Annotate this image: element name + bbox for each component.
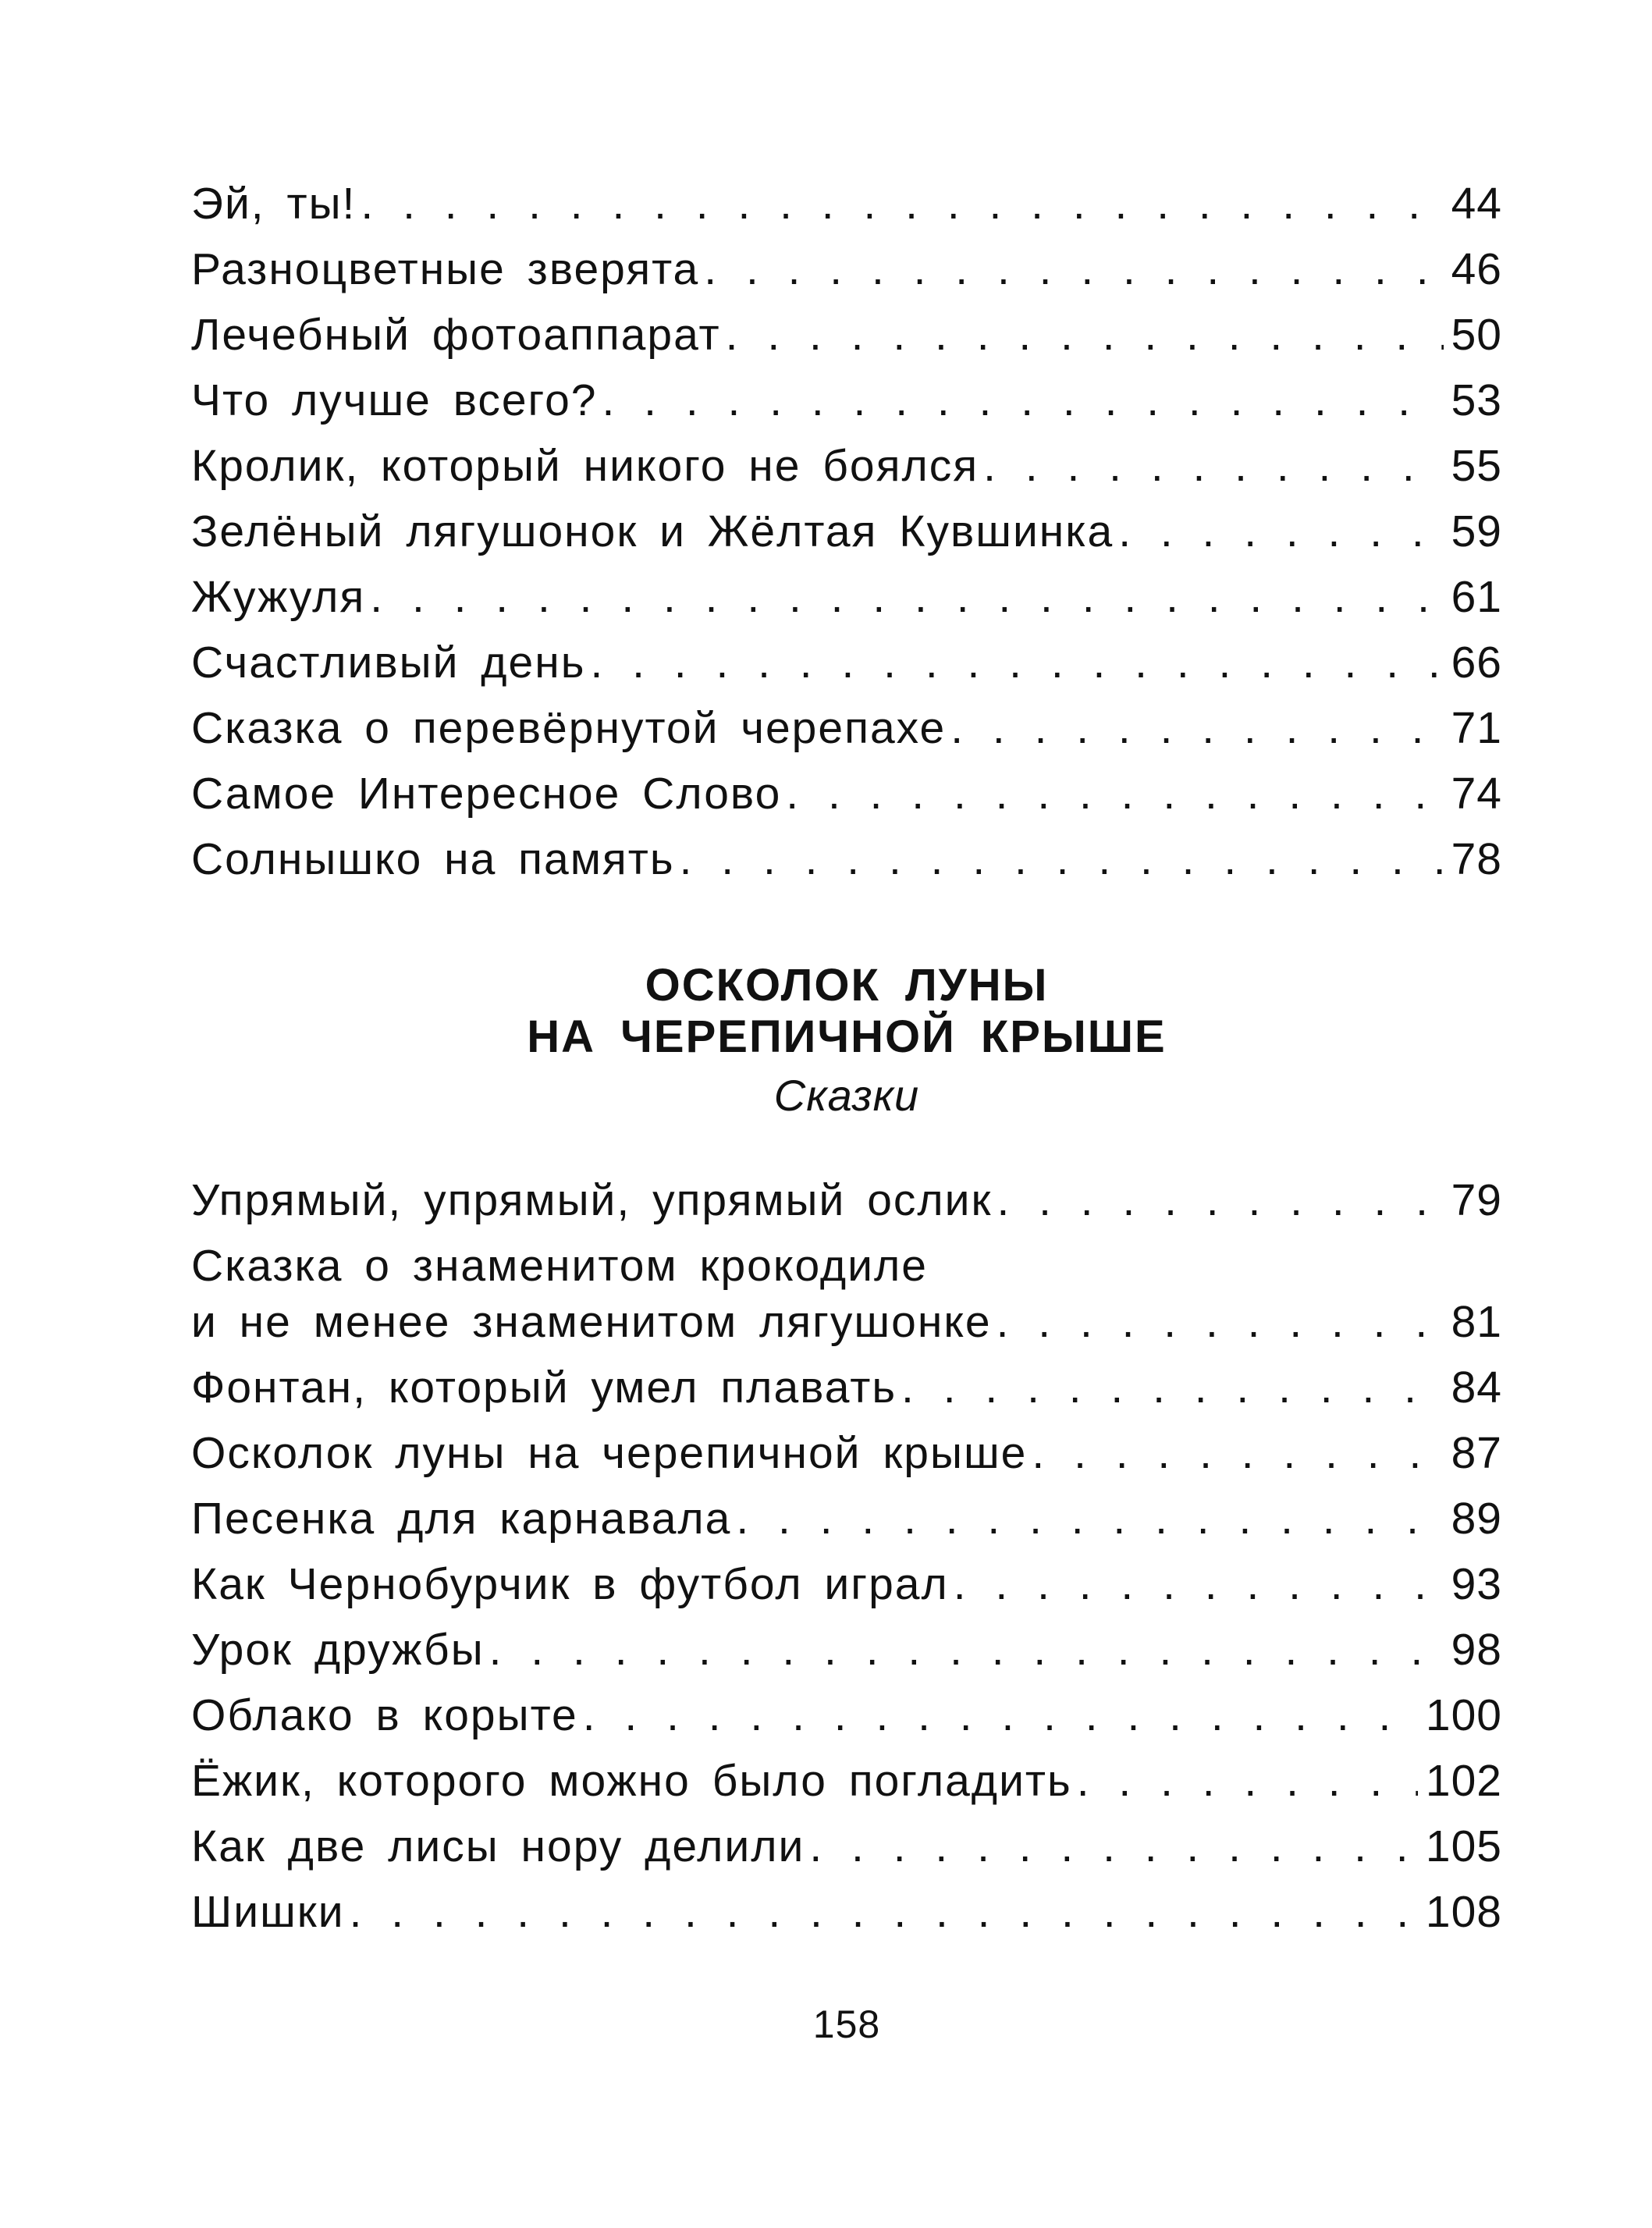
toc-entry-page: 55	[1451, 441, 1502, 491]
dot-leader	[997, 1174, 1443, 1226]
toc-entry-multiline	[191, 1240, 1502, 1362]
toc-entry	[191, 178, 1502, 243]
toc-entry-title: Фонтан, который умел плавать	[191, 1363, 897, 1412]
toc-entry-page: 87	[1451, 1428, 1502, 1478]
dot-leader	[704, 243, 1443, 295]
dot-leader	[583, 1690, 1418, 1741]
toc-entry-title: Облако в корыте	[191, 1690, 578, 1740]
toc-entry-page: 53	[1451, 375, 1502, 425]
dot-leader	[590, 637, 1443, 688]
dot-leader	[954, 1558, 1444, 1610]
toc-entry	[191, 243, 1502, 309]
toc-entry-title: Эй, ты!	[191, 179, 357, 229]
toc-entry-title: Лечебный фотоаппарат	[191, 310, 721, 360]
toc-entry-title-line-2: и не менее знаменитом лягушонке	[191, 1297, 992, 1347]
toc-entry	[191, 1690, 1502, 1755]
toc-entry	[191, 309, 1502, 375]
toc-entry	[191, 1755, 1502, 1821]
toc-entry-title: Зелёный лягушонок и Жёлтая Кувшинка	[191, 506, 1114, 556]
toc-entry-title: Разноцветные зверята	[191, 244, 700, 294]
toc-entry-title: Что лучше всего?	[191, 375, 598, 425]
dot-leader	[901, 1362, 1444, 1413]
toc-entry-title: Солнышко на память	[191, 834, 675, 884]
toc-entry-title: Шишки	[191, 1887, 345, 1937]
toc-entry-page: 93	[1451, 1559, 1502, 1609]
toc-entry-page: 81	[1451, 1297, 1502, 1347]
toc-entry-page: 61	[1451, 572, 1502, 622]
toc-top-block	[191, 178, 1502, 899]
toc-entry-page: 78	[1451, 834, 1502, 884]
toc-entry	[191, 1821, 1502, 1886]
toc-entry	[191, 571, 1502, 637]
toc-entry	[191, 1427, 1502, 1493]
toc-entry-title: Сказка о перевёрнутой черепахе	[191, 703, 947, 753]
toc-entry-page: 46	[1451, 244, 1502, 294]
toc-entry-page: 66	[1451, 638, 1502, 688]
dot-leader	[361, 178, 1443, 229]
dot-leader	[809, 1821, 1418, 1872]
toc-entry-page: 50	[1451, 310, 1502, 360]
toc-entry-page: 98	[1451, 1625, 1502, 1675]
toc-entry	[191, 375, 1502, 440]
toc-entry-page: 44	[1451, 179, 1502, 229]
toc-entry-title: Кролик, который никого не боялся	[191, 441, 979, 491]
section-heading	[191, 960, 1502, 1121]
dot-leader	[489, 1624, 1444, 1675]
toc-entry	[191, 768, 1502, 833]
toc-entry	[191, 1886, 1502, 1952]
section-subtitle: Сказки	[773, 1071, 920, 1121]
section-title-line-2: НА ЧЕРЕПИЧНОЙ КРЫШЕ	[527, 1011, 1167, 1062]
toc-entry-last-line	[191, 1296, 1502, 1348]
toc-entry-page: 102	[1425, 1756, 1502, 1806]
dot-leader	[983, 440, 1443, 492]
dot-leader	[370, 571, 1443, 623]
dot-leader	[680, 833, 1444, 885]
toc-entry	[191, 637, 1502, 702]
dot-leader	[1118, 506, 1443, 557]
toc-entry	[191, 506, 1502, 571]
toc-entry	[191, 1362, 1502, 1427]
toc-entry-title: Осколок луны на черепичной крыше	[191, 1428, 1028, 1478]
toc-entry-page: 84	[1451, 1363, 1502, 1412]
toc-entry-title: Упрямый, упрямый, упрямый ослик	[191, 1175, 993, 1225]
toc-entry-page: 89	[1451, 1494, 1502, 1544]
toc-bottom-block	[191, 1174, 1502, 1952]
toc-entry-title: Как две лисы нору делили	[191, 1821, 805, 1871]
dot-leader	[1032, 1427, 1443, 1479]
dot-leader	[997, 1296, 1444, 1348]
dot-leader	[786, 768, 1443, 819]
toc-entry-title: Как Чернобурчик в футбол играл	[191, 1559, 949, 1609]
toc-entry-page: 108	[1425, 1887, 1502, 1937]
toc-entry-title-line-1: Сказка о знаменитом крокодиле	[191, 1241, 928, 1291]
toc-entry	[191, 1558, 1502, 1624]
toc-entry	[191, 440, 1502, 506]
toc-entry-title: Самое Интересное Слово	[191, 769, 782, 819]
toc-entry	[191, 833, 1502, 899]
dot-leader	[726, 309, 1444, 361]
toc-entry	[191, 1624, 1502, 1690]
toc-entry-page: 105	[1425, 1821, 1502, 1871]
toc-entry	[191, 702, 1502, 768]
toc-entry-page: 71	[1451, 703, 1502, 753]
toc-entry-title: Ёжик, которого можно было погладить	[191, 1756, 1072, 1806]
toc-entry	[191, 1493, 1502, 1558]
dot-leader	[602, 375, 1444, 426]
section-title-line-1: ОСКОЛОК ЛУНЫ	[645, 960, 1049, 1011]
toc-entry-page: 100	[1425, 1690, 1502, 1740]
toc-entry-title: Урок дружбы	[191, 1625, 485, 1675]
toc-entry-page: 59	[1451, 506, 1502, 556]
dot-leader	[350, 1886, 1418, 1938]
toc-entry-title: Счастливый день	[191, 638, 586, 688]
dot-leader	[950, 702, 1443, 754]
toc-entry	[191, 1174, 1502, 1240]
dot-leader	[736, 1493, 1443, 1544]
page-number: 158	[812, 2002, 881, 2046]
toc-entry-page: 79	[1451, 1175, 1502, 1225]
toc-entry-title: Песенка для карнавала	[191, 1494, 732, 1544]
dot-leader	[1077, 1755, 1418, 1807]
toc-entry-page: 74	[1451, 769, 1502, 819]
book-page	[191, 0, 1502, 2228]
toc-entry-title: Жужуля	[191, 572, 366, 622]
